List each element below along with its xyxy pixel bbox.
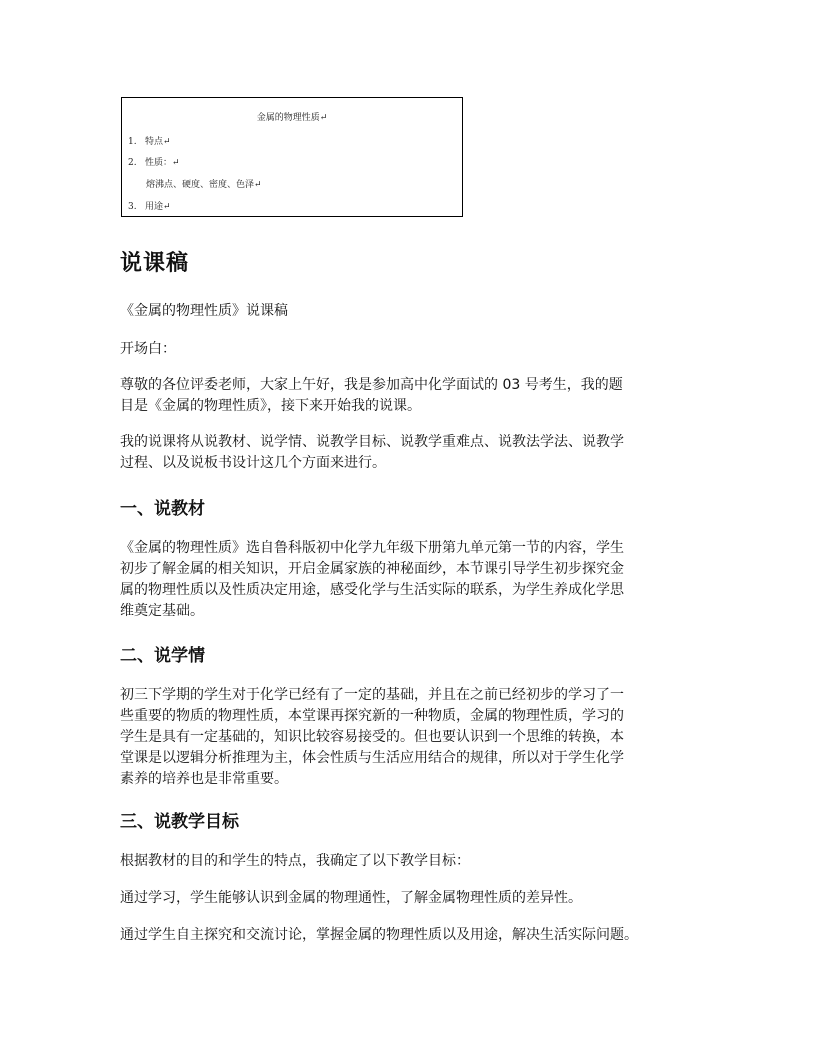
- paragraph-line: 初步了解金属的相关知识，开启金属家族的神秘面纱，本节课引导学生初步探究金: [120, 561, 624, 577]
- section-heading-students: 二、说学情: [120, 646, 205, 666]
- paragraph-line: 素养的培养也是非常重要。: [120, 771, 288, 787]
- board-item-text: 特点↵: [145, 137, 171, 147]
- board-item-3: [128, 199, 171, 212]
- board-item-number: 1.: [128, 137, 137, 147]
- intro-paragraph: [120, 375, 710, 417]
- paragraph-line: 过程、以及说板书设计这几个方面来进行。: [120, 455, 386, 471]
- paragraph-line: 学生是具有一定基础的，知识比较容易接受的。但也要认识到一个思维的转换，本: [120, 729, 624, 745]
- document-subtitle: 《金属的物理性质》说课稿: [120, 303, 288, 319]
- paragraph-line: 目是《金属的物理性质》，接下来开始我的说课。: [120, 398, 421, 414]
- paragraph-line: 属的物理性质以及性质决定用途，感受化学与生活实际的联系，为学生养成化学思: [120, 582, 624, 598]
- paragraph-line: 堂课是以逻辑分析推理为主，体会性质与生活应用结合的规律，所以对于学生化学: [120, 750, 624, 766]
- textbook-paragraph: [120, 538, 710, 622]
- board-item-number: 2.: [128, 158, 137, 168]
- paragraph-line: 初三下学期的学生对于化学已经有了一定的基础，并且在之前已经初步的学习了一: [120, 687, 624, 703]
- goal-item: 通过学生自主探究和交流讨论，掌握金属的物理性质以及用途，解决生活实际问题。: [120, 927, 638, 943]
- opening-label: 开场白：: [120, 341, 176, 357]
- board-title: 金属的物理性质↵: [256, 113, 328, 123]
- section-heading-textbook: 一、说教材: [120, 499, 205, 519]
- paragraph-line: 些重要的物质的物理性质，本堂课再探究新的一种物质，金属的物理性质，学习的: [120, 708, 624, 724]
- goals-intro: 根据教材的目的和学生的特点，我确定了以下教学目标：: [120, 853, 470, 869]
- board-item-number: 3.: [128, 202, 137, 212]
- blackboard-design-box: [121, 97, 463, 217]
- board-item-text: 用途↵: [145, 202, 171, 212]
- students-paragraph: [120, 685, 710, 790]
- paragraph-line: 《金属的物理性质》选自鲁科版初中化学九年级下册第九单元第一节的内容，学生: [120, 540, 624, 556]
- plan-paragraph: [120, 432, 710, 474]
- paragraph-line: 维奠定基础。: [120, 603, 204, 619]
- board-item-2: [128, 155, 180, 168]
- document-title: 说课稿: [120, 251, 190, 276]
- paragraph-line: 尊敬的各位评委老师，大家上午好，我是参加高中化学面试的 03 号考生，我的题: [120, 377, 623, 393]
- board-item-1: [128, 134, 171, 147]
- board-item-text: 性质：↵: [145, 158, 180, 168]
- section-heading-goals: 三、说教学目标: [120, 812, 239, 832]
- goal-item: 通过学习，学生能够认识到金属的物理通性，了解金属物理性质的差异性。: [120, 890, 582, 906]
- board-subitem: 熔沸点、硬度、密度、色泽↵: [146, 180, 262, 190]
- paragraph-line: 我的说课将从说教材、说学情、说教学目标、说教学重难点、说教法学法、说教学: [120, 434, 624, 450]
